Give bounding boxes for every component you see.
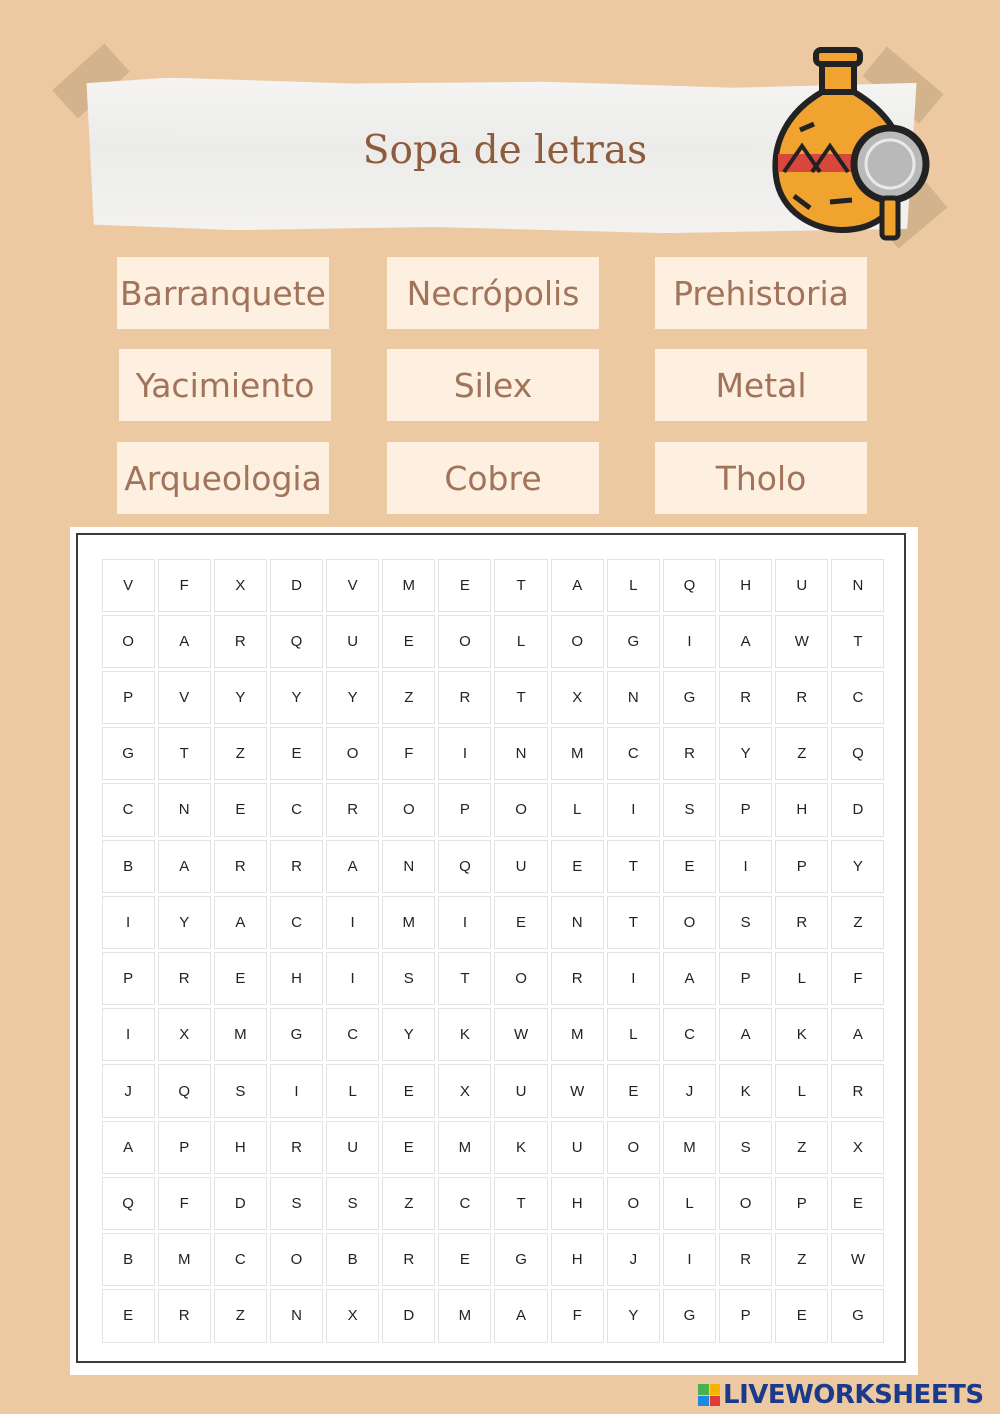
- grid-cell[interactable]: V: [158, 671, 211, 724]
- grid-cell[interactable]: M: [663, 1121, 716, 1174]
- grid-cell[interactable]: C: [607, 727, 660, 780]
- word-chip: Barranquete: [117, 257, 329, 329]
- grid-cell[interactable]: A: [719, 615, 772, 668]
- grid-cell[interactable]: I: [607, 783, 660, 836]
- grid-cell[interactable]: P: [438, 783, 491, 836]
- grid-cell[interactable]: E: [270, 727, 323, 780]
- grid-cell[interactable]: T: [158, 727, 211, 780]
- grid-cell[interactable]: R: [214, 840, 267, 893]
- grid-cell[interactable]: N: [494, 727, 547, 780]
- grid-cell[interactable]: C: [270, 896, 323, 949]
- grid-cell[interactable]: W: [494, 1008, 547, 1061]
- grid-cell[interactable]: C: [663, 1008, 716, 1061]
- grid-cell[interactable]: N: [831, 559, 884, 612]
- grid-cell[interactable]: N: [158, 783, 211, 836]
- grid-cell[interactable]: C: [214, 1233, 267, 1286]
- grid-cell[interactable]: I: [326, 896, 379, 949]
- grid-cell[interactable]: Q: [438, 840, 491, 893]
- grid-cell[interactable]: E: [214, 952, 267, 1005]
- grid-cell[interactable]: Z: [775, 727, 828, 780]
- grid-cell[interactable]: R: [270, 840, 323, 893]
- grid-cell[interactable]: P: [102, 952, 155, 1005]
- grid-cell[interactable]: T: [494, 559, 547, 612]
- word-chip: Arqueologia: [117, 442, 329, 514]
- grid-cell[interactable]: K: [719, 1064, 772, 1117]
- grid-cell[interactable]: L: [663, 1177, 716, 1230]
- grid-cell[interactable]: I: [663, 1233, 716, 1286]
- grid-cell[interactable]: U: [551, 1121, 604, 1174]
- word-search-panel: [70, 527, 918, 1375]
- grid-cell[interactable]: S: [382, 952, 435, 1005]
- grid-cell[interactable]: T: [607, 896, 660, 949]
- grid-cell[interactable]: E: [775, 1289, 828, 1342]
- grid-cell[interactable]: S: [719, 896, 772, 949]
- word-chip: Yacimiento: [119, 349, 331, 421]
- grid-cell[interactable]: N: [551, 896, 604, 949]
- grid-cell[interactable]: E: [831, 1177, 884, 1230]
- grid-cell[interactable]: N: [382, 840, 435, 893]
- grid-cell[interactable]: D: [270, 559, 323, 612]
- grid-cell[interactable]: F: [551, 1289, 604, 1342]
- grid-cell[interactable]: H: [551, 1233, 604, 1286]
- grid-cell[interactable]: X: [158, 1008, 211, 1061]
- grid-cell[interactable]: Y: [158, 896, 211, 949]
- grid-cell[interactable]: Z: [382, 1177, 435, 1230]
- grid-cell[interactable]: S: [326, 1177, 379, 1230]
- grid-cell[interactable]: A: [158, 840, 211, 893]
- grid-cell[interactable]: Y: [382, 1008, 435, 1061]
- grid-cell[interactable]: A: [102, 1121, 155, 1174]
- grid-cell[interactable]: A: [326, 840, 379, 893]
- grid-cell[interactable]: K: [438, 1008, 491, 1061]
- grid-cell[interactable]: X: [438, 1064, 491, 1117]
- grid-cell[interactable]: O: [607, 1121, 660, 1174]
- grid-cell[interactable]: R: [158, 952, 211, 1005]
- grid-cell[interactable]: X: [326, 1289, 379, 1342]
- grid-cell[interactable]: T: [438, 952, 491, 1005]
- grid-cell[interactable]: R: [214, 615, 267, 668]
- grid-cell[interactable]: E: [551, 840, 604, 893]
- grid-cell[interactable]: M: [382, 896, 435, 949]
- grid-cell[interactable]: E: [494, 896, 547, 949]
- grid-cell[interactable]: E: [663, 840, 716, 893]
- grid-cell[interactable]: A: [831, 1008, 884, 1061]
- grid-cell[interactable]: T: [607, 840, 660, 893]
- grid-cell[interactable]: R: [663, 727, 716, 780]
- grid-cell[interactable]: U: [494, 840, 547, 893]
- grid-cell[interactable]: Q: [102, 1177, 155, 1230]
- grid-cell[interactable]: C: [102, 783, 155, 836]
- grid-cell[interactable]: B: [102, 840, 155, 893]
- grid-cell[interactable]: A: [494, 1289, 547, 1342]
- grid-cell[interactable]: P: [775, 840, 828, 893]
- grid-cell[interactable]: G: [663, 671, 716, 724]
- grid-cell[interactable]: T: [494, 1177, 547, 1230]
- grid-cell[interactable]: H: [719, 559, 772, 612]
- grid-cell[interactable]: I: [102, 1008, 155, 1061]
- grid-cell[interactable]: U: [326, 1121, 379, 1174]
- grid-cell[interactable]: O: [438, 615, 491, 668]
- grid-cell[interactable]: S: [663, 783, 716, 836]
- word-chip: Cobre: [387, 442, 599, 514]
- word-chip: Metal: [655, 349, 867, 421]
- grid-cell[interactable]: K: [775, 1008, 828, 1061]
- grid-cell[interactable]: P: [158, 1121, 211, 1174]
- grid-cell[interactable]: I: [102, 896, 155, 949]
- grid-cell[interactable]: C: [326, 1008, 379, 1061]
- grid-cell[interactable]: E: [214, 783, 267, 836]
- grid-cell[interactable]: G: [831, 1289, 884, 1342]
- grid-cell[interactable]: E: [607, 1064, 660, 1117]
- grid-cell[interactable]: R: [719, 1233, 772, 1286]
- grid-cell[interactable]: V: [326, 559, 379, 612]
- grid-cell[interactable]: M: [382, 559, 435, 612]
- grid-cell[interactable]: O: [494, 952, 547, 1005]
- grid-cell[interactable]: T: [494, 671, 547, 724]
- grid-cell[interactable]: I: [607, 952, 660, 1005]
- grid-cell[interactable]: P: [102, 671, 155, 724]
- grid-cell[interactable]: L: [326, 1064, 379, 1117]
- grid-cell[interactable]: Z: [382, 671, 435, 724]
- page-title: Sopa de letras: [362, 128, 648, 173]
- grid-cell[interactable]: Z: [775, 1121, 828, 1174]
- grid-cell[interactable]: I: [326, 952, 379, 1005]
- grid-cell[interactable]: L: [607, 559, 660, 612]
- grid-cell[interactable]: R: [270, 1121, 323, 1174]
- grid-cell[interactable]: A: [214, 896, 267, 949]
- grid-cell[interactable]: Q: [270, 615, 323, 668]
- grid-cell[interactable]: F: [382, 727, 435, 780]
- grid-cell[interactable]: G: [663, 1289, 716, 1342]
- grid-cell[interactable]: E: [382, 615, 435, 668]
- grid-cell[interactable]: L: [775, 952, 828, 1005]
- grid-cell[interactable]: Z: [775, 1233, 828, 1286]
- grid-cell[interactable]: G: [607, 615, 660, 668]
- grid-cell[interactable]: T: [831, 615, 884, 668]
- grid-cell[interactable]: R: [775, 896, 828, 949]
- grid-cell[interactable]: O: [551, 615, 604, 668]
- grid-cell[interactable]: Z: [214, 1289, 267, 1342]
- grid-cell[interactable]: L: [775, 1064, 828, 1117]
- grid-cell[interactable]: M: [551, 1008, 604, 1061]
- grid-cell[interactable]: I: [438, 896, 491, 949]
- grid-cell[interactable]: R: [158, 1289, 211, 1342]
- grid-cell[interactable]: P: [719, 783, 772, 836]
- grid-cell[interactable]: W: [831, 1233, 884, 1286]
- grid-cell[interactable]: O: [382, 783, 435, 836]
- grid-cell[interactable]: R: [719, 671, 772, 724]
- grid-cell[interactable]: G: [494, 1233, 547, 1286]
- grid-cell[interactable]: W: [551, 1064, 604, 1117]
- grid-cell[interactable]: B: [102, 1233, 155, 1286]
- grid-cell[interactable]: I: [663, 615, 716, 668]
- liveworksheets-logo-icon: [698, 1384, 720, 1406]
- grid-cell[interactable]: G: [270, 1008, 323, 1061]
- grid-cell[interactable]: K: [494, 1121, 547, 1174]
- word-search-grid: [100, 557, 886, 1344]
- grid-cell[interactable]: L: [494, 615, 547, 668]
- grid-cell[interactable]: B: [326, 1233, 379, 1286]
- grid-cell[interactable]: A: [551, 559, 604, 612]
- grid-cell[interactable]: E: [382, 1121, 435, 1174]
- word-chip: Necrópolis: [387, 257, 599, 329]
- grid-cell[interactable]: C: [438, 1177, 491, 1230]
- grid-cell[interactable]: Z: [214, 727, 267, 780]
- grid-cell[interactable]: G: [102, 727, 155, 780]
- grid-cell[interactable]: M: [551, 727, 604, 780]
- grid-cell[interactable]: H: [775, 783, 828, 836]
- word-chip: Tholo: [655, 442, 867, 514]
- grid-cell[interactable]: R: [831, 1064, 884, 1117]
- grid-cell[interactable]: Y: [326, 671, 379, 724]
- grid-cell[interactable]: J: [607, 1233, 660, 1286]
- grid-cell[interactable]: Y: [607, 1289, 660, 1342]
- grid-cell[interactable]: O: [270, 1233, 323, 1286]
- grid-cell[interactable]: A: [158, 615, 211, 668]
- grid-cell[interactable]: R: [551, 952, 604, 1005]
- grid-cell[interactable]: R: [775, 671, 828, 724]
- grid-cell[interactable]: Y: [270, 671, 323, 724]
- grid-cell[interactable]: F: [158, 1177, 211, 1230]
- grid-cell[interactable]: Q: [663, 559, 716, 612]
- grid-cell[interactable]: U: [326, 615, 379, 668]
- grid-cell[interactable]: X: [551, 671, 604, 724]
- grid-cell[interactable]: P: [719, 952, 772, 1005]
- grid-cell[interactable]: L: [607, 1008, 660, 1061]
- grid-cell[interactable]: X: [214, 559, 267, 612]
- grid-cell[interactable]: Q: [158, 1064, 211, 1117]
- grid-cell[interactable]: Y: [214, 671, 267, 724]
- grid-cell[interactable]: A: [719, 1008, 772, 1061]
- flask-magnifier-icon: [770, 46, 934, 242]
- grid-cell[interactable]: Y: [831, 840, 884, 893]
- grid-cell[interactable]: I: [438, 727, 491, 780]
- grid-cell[interactable]: L: [551, 783, 604, 836]
- grid-cell[interactable]: F: [831, 952, 884, 1005]
- grid-cell[interactable]: X: [831, 1121, 884, 1174]
- grid-cell[interactable]: J: [663, 1064, 716, 1117]
- grid-cell[interactable]: E: [438, 1233, 491, 1286]
- grid-cell[interactable]: M: [214, 1008, 267, 1061]
- grid-cell[interactable]: P: [719, 1289, 772, 1342]
- brand-footer: [698, 1379, 984, 1411]
- grid-cell[interactable]: A: [663, 952, 716, 1005]
- grid-cell[interactable]: O: [494, 783, 547, 836]
- grid-cell[interactable]: H: [214, 1121, 267, 1174]
- grid-cell[interactable]: J: [102, 1064, 155, 1117]
- grid-cell[interactable]: M: [438, 1289, 491, 1342]
- word-chip: Prehistoria: [655, 257, 867, 329]
- grid-cell[interactable]: S: [214, 1064, 267, 1117]
- grid-cell[interactable]: W: [775, 615, 828, 668]
- grid-cell[interactable]: I: [719, 840, 772, 893]
- grid-cell[interactable]: R: [438, 671, 491, 724]
- grid-cell[interactable]: O: [663, 896, 716, 949]
- grid-cell[interactable]: M: [158, 1233, 211, 1286]
- grid-cell[interactable]: I: [270, 1064, 323, 1117]
- grid-cell[interactable]: D: [831, 783, 884, 836]
- grid-cell[interactable]: E: [102, 1289, 155, 1342]
- grid-cell[interactable]: E: [382, 1064, 435, 1117]
- grid-cell[interactable]: F: [158, 559, 211, 612]
- grid-cell[interactable]: U: [775, 559, 828, 612]
- brand-text: LIVEWORKSHEETS: [723, 1380, 984, 1410]
- grid-cell[interactable]: O: [607, 1177, 660, 1230]
- grid-cell[interactable]: Q: [831, 727, 884, 780]
- grid-cell[interactable]: E: [438, 559, 491, 612]
- grid-cell[interactable]: P: [775, 1177, 828, 1230]
- grid-cell[interactable]: S: [719, 1121, 772, 1174]
- grid-cell[interactable]: N: [607, 671, 660, 724]
- grid-cell[interactable]: R: [326, 783, 379, 836]
- grid-cell[interactable]: D: [214, 1177, 267, 1230]
- grid-cell[interactable]: M: [438, 1121, 491, 1174]
- grid-cell[interactable]: N: [270, 1289, 323, 1342]
- grid-cell[interactable]: Z: [831, 896, 884, 949]
- grid-cell[interactable]: D: [382, 1289, 435, 1342]
- grid-cell[interactable]: H: [551, 1177, 604, 1230]
- grid-cell[interactable]: Y: [719, 727, 772, 780]
- grid-cell[interactable]: R: [382, 1233, 435, 1286]
- grid-cell[interactable]: O: [326, 727, 379, 780]
- grid-cell[interactable]: O: [719, 1177, 772, 1230]
- grid-cell[interactable]: V: [102, 559, 155, 612]
- grid-cell[interactable]: U: [494, 1064, 547, 1117]
- grid-cell[interactable]: C: [831, 671, 884, 724]
- grid-cell[interactable]: S: [270, 1177, 323, 1230]
- grid-cell[interactable]: O: [102, 615, 155, 668]
- word-chip: Silex: [387, 349, 599, 421]
- grid-cell[interactable]: H: [270, 952, 323, 1005]
- grid-cell[interactable]: C: [270, 783, 323, 836]
